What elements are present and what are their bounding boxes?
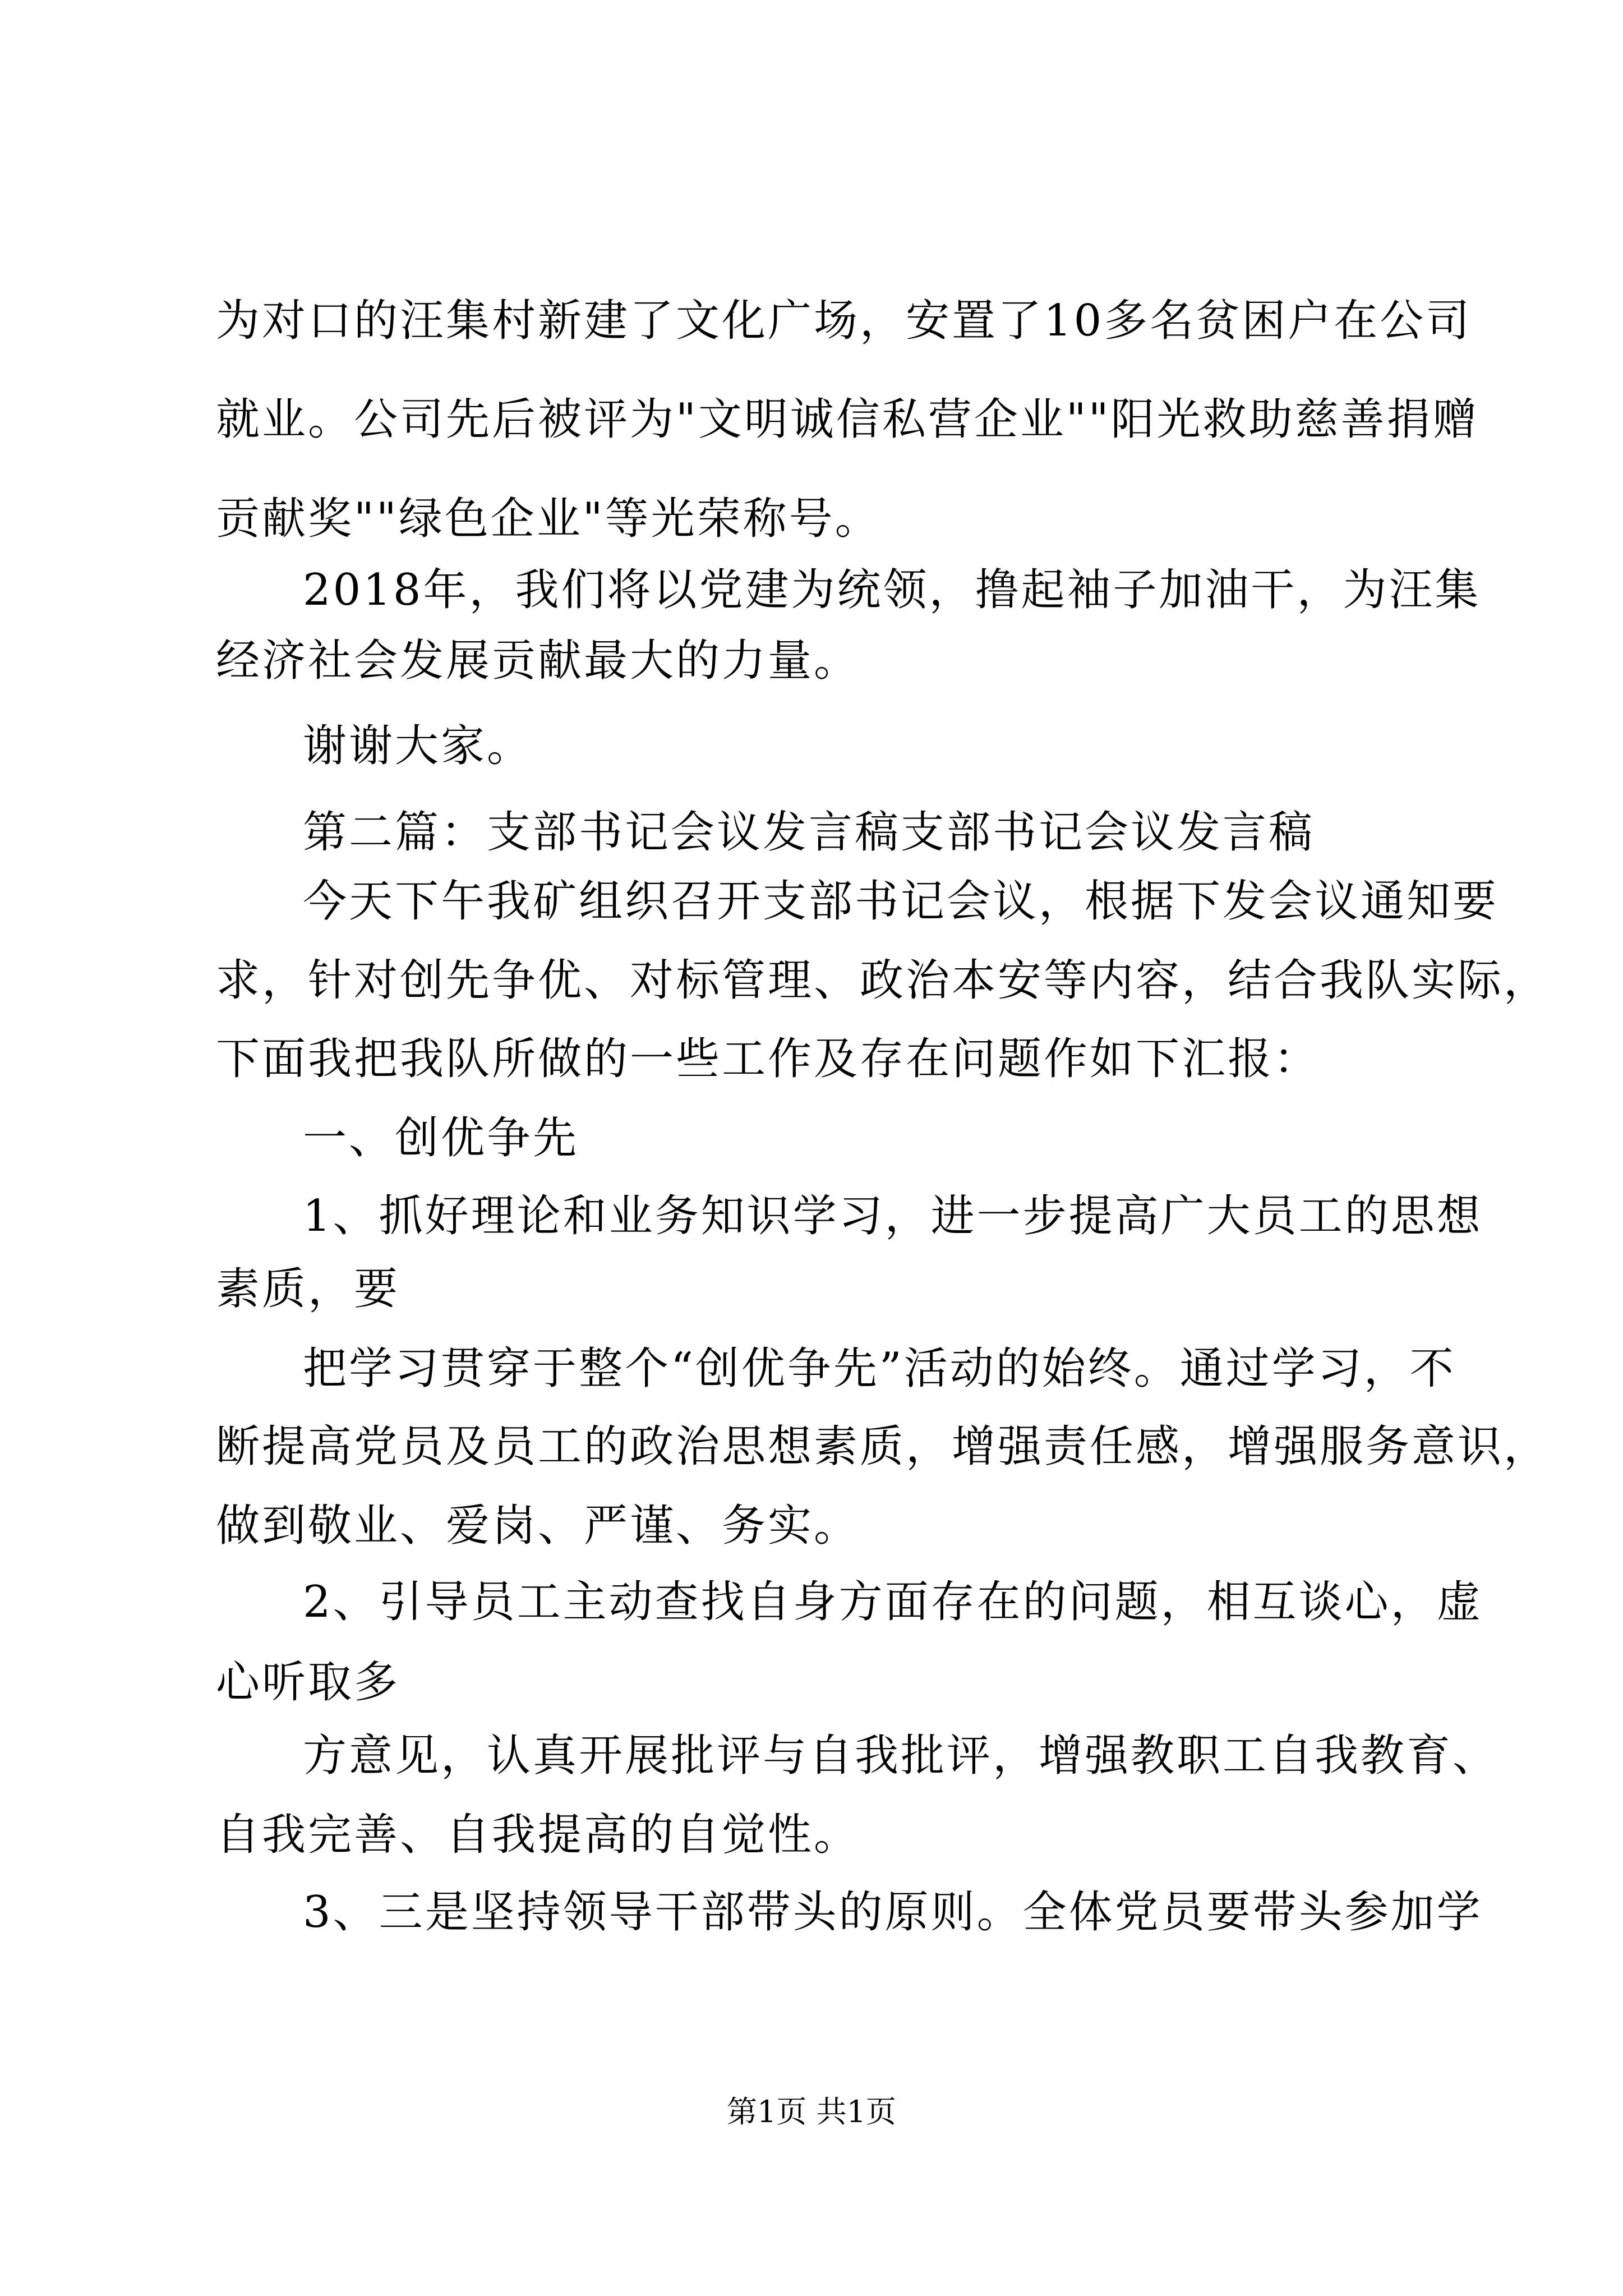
paragraph-line: 就业。公司先后被评为"文明诚信私营企业""阳光救助慈善捐赠 bbox=[216, 394, 1479, 445]
paragraph-line: 2018年，我们将以党建为统领，撸起袖子加油干，为汪集 bbox=[303, 565, 1481, 615]
paragraph-line: 素质，要 bbox=[216, 1264, 400, 1314]
paragraph-line: 为对口的汪集村新建了文化广场，安置了10多名贫困户在公司 bbox=[216, 296, 1472, 346]
paragraph-line: 3、三是坚持领导干部带头的原则。全体党员要带头参加学 bbox=[303, 1887, 1483, 1938]
paragraph-line: 2、引导员工主动查找自身方面存在的问题，相互谈心，虚 bbox=[303, 1577, 1483, 1627]
paragraph-line: 谢谢大家。 bbox=[303, 721, 533, 771]
paragraph-line: 断提高党员及员工的政治思想素质，增强责任感，增强服务意识， bbox=[216, 1421, 1550, 1472]
paragraph-line: 今天下午我矿组织召开支部书记会议，根据下发会议通知要 bbox=[303, 876, 1499, 927]
paragraph-line: 把学习贯穿于整个“创优争先”活动的始终。通过学习，不 bbox=[303, 1343, 1456, 1394]
paragraph-line: 经济社会发展贡献最大的力量。 bbox=[216, 636, 860, 686]
paragraph-line: 下面我把我队所做的一些工作及存在问题作如下汇报： bbox=[216, 1034, 1320, 1084]
paragraph-line: 贡献奖""绿色企业"等光荣称号。 bbox=[216, 494, 881, 544]
paragraph-line: 做到敬业、爱岗、严谨、务实。 bbox=[216, 1501, 860, 1551]
section-heading: 第二篇：支部书记会议发言稿支部书记会议发言稿 bbox=[303, 807, 1315, 858]
paragraph-line: 自我完善、自我提高的自觉性。 bbox=[216, 1810, 860, 1860]
paragraph-line: 心听取多 bbox=[216, 1657, 400, 1708]
paragraph-line: 方意见，认真开展批评与自我批评，增强教职工自我教育、 bbox=[303, 1731, 1499, 1781]
paragraph-line: 1、抓好理论和业务知识学习，进一步提高广大员工的思想 bbox=[303, 1191, 1483, 1241]
paragraph-line: 求，针对创先争优、对标管理、政治本安等内容，结合我队实际， bbox=[216, 955, 1550, 1006]
page-number-footer: 第1页 共1页 bbox=[727, 2094, 896, 2129]
subheading: 一、创优争先 bbox=[303, 1113, 579, 1163]
